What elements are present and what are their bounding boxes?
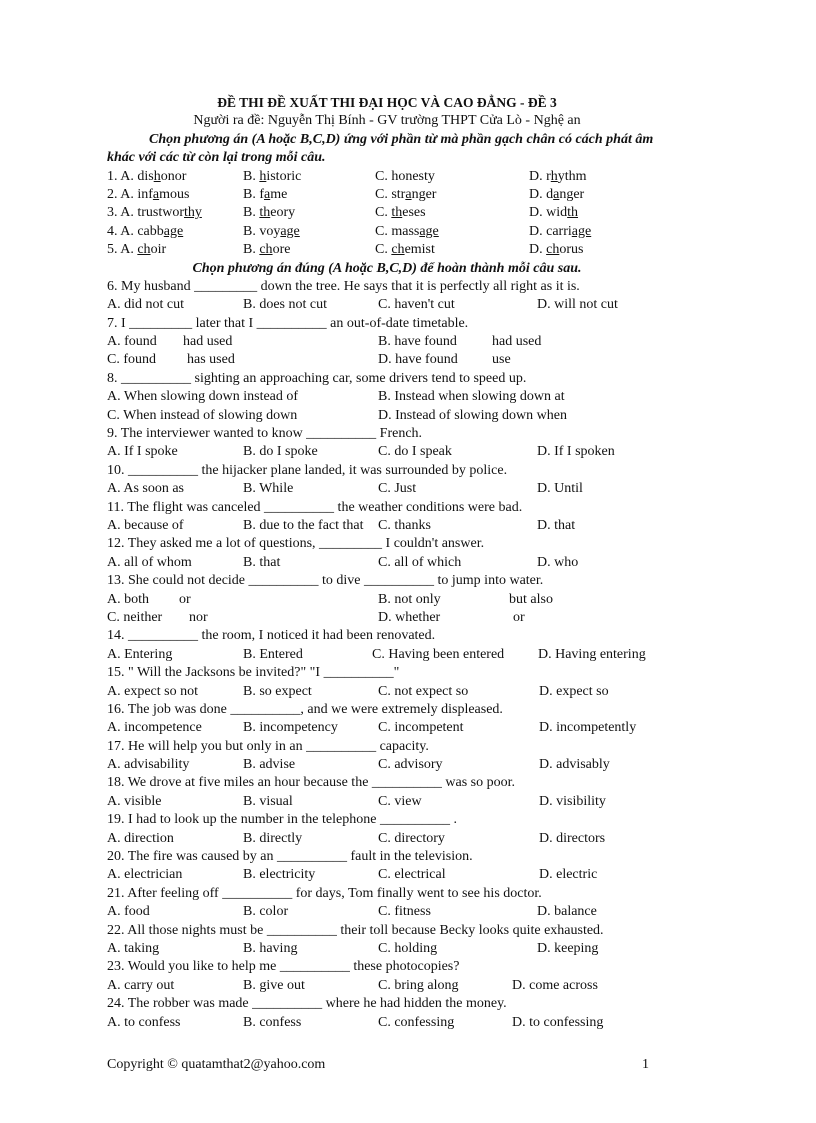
option-c: C. directory (378, 830, 445, 846)
question-options (107, 1014, 667, 1032)
option-b: B. does not cut (243, 297, 327, 313)
page-footer (107, 1057, 649, 1073)
question-options (107, 793, 667, 811)
option-a: 2. A. infamous (107, 186, 190, 202)
question-stem: 13. She could not decide __________ to dive __________ to jump into water. (107, 573, 544, 589)
question-3 (107, 204, 667, 222)
option-d: D. incompetently (539, 720, 637, 736)
option-c: C. all of which (378, 554, 462, 570)
option-d: D. carriage (529, 223, 592, 239)
option-a: A. incompetence (107, 720, 202, 736)
option-a: A. expect so not (107, 683, 198, 699)
option-c: C. chemist (375, 242, 435, 258)
option-a: A. If I spoke (107, 444, 178, 460)
option-a: A. taking (107, 940, 160, 956)
option-c-part: nor (189, 609, 208, 625)
option-a: A. Entering (107, 646, 173, 662)
option-a: A. direction (107, 830, 174, 846)
exam-title: ĐỀ THI ĐỀ XUẤT THI ĐẠI HỌC VÀ CAO ĐẲNG - ĐỀ 3 (217, 95, 557, 110)
question-stem: 12. They asked me a lot of questions, _________ I couldn't answer. (107, 536, 485, 552)
option-b: B. not only (378, 591, 441, 607)
option-d: D. advisably (539, 757, 610, 773)
option-c: C. confessing (378, 1014, 455, 1030)
option-d: D. who (537, 554, 579, 570)
option-b-part: had used (492, 334, 542, 350)
option-c: C. theses (375, 205, 426, 221)
option-a: A. all of whom (107, 554, 192, 570)
option-a: A. electrician (107, 867, 183, 883)
exam-page (107, 94, 667, 1032)
option-b: B. While (243, 481, 294, 497)
option-c-part: has used (187, 352, 235, 368)
question-options (107, 517, 667, 535)
option-c: C. advisory (378, 757, 443, 773)
option-c: C. neither (107, 609, 163, 625)
question-options (107, 830, 667, 848)
question-stem: 15. " Will the Jacksons be invited?" "I __________" (107, 665, 400, 681)
question-options (107, 646, 667, 664)
option-a: 1. A. dishonor (107, 168, 187, 184)
option-d: D. rhythm (529, 168, 587, 184)
option-b: B. historic (243, 168, 302, 184)
option-b: B. voyage (243, 223, 300, 239)
question-stem: 20. The fire was caused by an __________ fault in the television. (107, 849, 473, 865)
page-number: 1 (642, 1057, 649, 1072)
question-stem: 17. He will help you but only in an __________ capacity. (107, 738, 429, 754)
option-a: 5. A. choir (107, 242, 167, 258)
option-d: D. Having entering (538, 646, 646, 662)
option-a: 4. A. cabbage (107, 223, 184, 239)
option-b: B. due to the fact that (243, 517, 364, 533)
question-stem: 14. __________ the room, I noticed it had been renovated. (107, 628, 436, 644)
question-options (107, 443, 667, 461)
option-c: C. massage (375, 223, 439, 239)
option-d: D. danger (529, 186, 585, 202)
question-options (107, 591, 667, 609)
option-d: D. will not cut (537, 297, 618, 313)
option-a: A. visible (107, 793, 162, 809)
option-d-part: use (492, 352, 511, 368)
question-options (107, 683, 667, 701)
option-d: D. directors (539, 830, 606, 846)
copyright-text: Copyright © quatamthat2@yahoo.com (107, 1057, 326, 1072)
option-b: B. visual (243, 793, 293, 809)
option-a-part: or (179, 591, 191, 607)
option-a: A. because of (107, 517, 184, 533)
option-d: D. Until (537, 481, 583, 497)
section1-instruction-cont: khác với các từ còn lại trong mỗi câu. (107, 150, 326, 166)
option-c: C. thanks (378, 517, 431, 533)
option-c: C. Having been entered (372, 646, 505, 662)
section2-instruction: Chọn phương án đúng (A hoặc B,C,D) để hoàn thành mỗi câu sau. (192, 260, 582, 276)
option-b: B. having (243, 940, 298, 956)
question-options (107, 554, 667, 572)
option-b-part: but also (509, 591, 553, 607)
question-1 (107, 168, 667, 186)
option-d-part: or (513, 609, 525, 625)
question-stem: 10. __________ the hijacker plane landed, it was surrounded by police. (107, 462, 508, 478)
question-options (107, 333, 667, 351)
option-d: D. expect so (539, 683, 609, 699)
option-c: C. incompetent (378, 720, 464, 736)
question-stem: 11. The flight was canceled __________ the weather conditions were bad. (107, 499, 523, 515)
option-b: B. theory (243, 205, 296, 221)
option-d: D. visibility (539, 793, 606, 809)
option-b: B. have found (378, 334, 457, 350)
option-a: A. both (107, 591, 149, 607)
option-d: D. that (537, 517, 576, 533)
option-a: A. As soon as (107, 481, 185, 497)
option-c: C. When instead of slowing down (107, 407, 298, 423)
question-stem: 21. After feeling off __________ for days, Tom finally went to see his doctor. (107, 885, 542, 901)
question-stem: 24. The robber was made __________ where he had hidden the money. (107, 996, 507, 1012)
question-options (107, 940, 667, 958)
exam-author: Người ra đề: Nguyễn Thị Bính - GV trường THPT Cửa Lò - Nghệ an (193, 113, 581, 129)
option-b: B. do I spoke (243, 444, 318, 460)
option-c: C. bring along (378, 977, 459, 993)
question-stem: 22. All those nights must be __________ their toll because Becky looks quite exhausted. (107, 922, 604, 938)
question-stem: 9. The interviewer wanted to know __________ French. (107, 426, 423, 442)
question-stem: 19. I had to look up the number in the telephone __________ . (107, 812, 457, 828)
question-options (107, 609, 667, 627)
option-a: A. carry out (107, 977, 175, 993)
question-options (107, 977, 667, 995)
option-d: D. electric (539, 867, 598, 883)
option-c: C. honesty (375, 168, 435, 184)
option-b: B. directly (243, 830, 303, 846)
option-b: B. incompetency (243, 720, 338, 736)
question-4 (107, 223, 667, 241)
question-stem: 7. I _________ later that I __________ an out-of-date timetable. (107, 315, 469, 331)
option-b: B. so expect (243, 683, 312, 699)
option-b: B. Instead when slowing down at (378, 389, 565, 405)
question-options (107, 296, 667, 314)
option-d: D. keeping (537, 940, 599, 956)
question-stem: 6. My husband _________ down the tree. He says that it is perfectly all right as it is. (107, 278, 580, 294)
option-c: C. fitness (378, 904, 431, 920)
question-stem: 8. __________ sighting an approaching car, some drivers tend to speed up. (107, 370, 527, 386)
option-c: C. do I speak (378, 444, 452, 460)
option-d: D. to confessing (512, 1014, 604, 1030)
question-stem: 23. Would you like to help me __________ these photocopies? (107, 959, 460, 975)
option-c: C. stranger (375, 186, 437, 202)
option-a: A. did not cut (107, 297, 184, 313)
option-d: D. come across (512, 977, 598, 993)
question-5 (107, 241, 667, 259)
question-options (107, 388, 667, 406)
option-b: B. color (243, 904, 289, 920)
option-d: D. balance (537, 904, 597, 920)
option-d: D. chorus (529, 242, 584, 258)
option-d: D. If I spoken (537, 444, 615, 460)
option-c: C. electrical (378, 867, 446, 883)
option-d: D. whether (378, 609, 441, 625)
option-c: C. view (378, 793, 422, 809)
option-d: D. width (529, 205, 579, 221)
section1-instruction: Chọn phương án (A hoặc B,C,D) ứng với phần từ mà phần gạch chân có cách phát âm (149, 131, 654, 147)
question-2 (107, 186, 667, 204)
option-a: A. advisability (107, 757, 190, 773)
option-a-part: had used (183, 334, 233, 350)
option-b: B. chore (243, 242, 291, 258)
option-b: B. give out (243, 977, 305, 993)
option-b: B. Entered (243, 646, 303, 662)
option-b: B. electricity (243, 867, 316, 883)
question-options (107, 719, 667, 737)
option-b: B. that (243, 554, 281, 570)
option-c: C. not expect so (378, 683, 469, 699)
question-options (107, 407, 667, 425)
question-options (107, 903, 667, 921)
option-a: A. food (107, 904, 150, 920)
option-a: A. to confess (107, 1014, 181, 1030)
option-c: C. holding (378, 940, 438, 956)
question-stem: 18. We drove at five miles an hour because the __________ was so poor. (107, 775, 516, 791)
option-b: B. advise (243, 757, 296, 773)
question-options (107, 351, 667, 369)
option-c: C. Just (378, 481, 417, 497)
option-b: B. confess (243, 1014, 302, 1030)
option-a: A. found (107, 334, 157, 350)
question-options (107, 866, 667, 884)
option-a: A. When slowing down instead of (107, 389, 299, 405)
question-options (107, 756, 667, 774)
option-c: C. found (107, 352, 156, 368)
option-d: D. Instead of slowing down when (378, 407, 567, 423)
question-stem: 16. The job was done __________, and we were extremely displeased. (107, 701, 503, 717)
option-b: B. fame (243, 186, 288, 202)
option-c: C. haven't cut (378, 297, 455, 313)
option-a: 3. A. trustworthy (107, 205, 202, 221)
question-options (107, 480, 667, 498)
option-d: D. have found (378, 352, 458, 368)
